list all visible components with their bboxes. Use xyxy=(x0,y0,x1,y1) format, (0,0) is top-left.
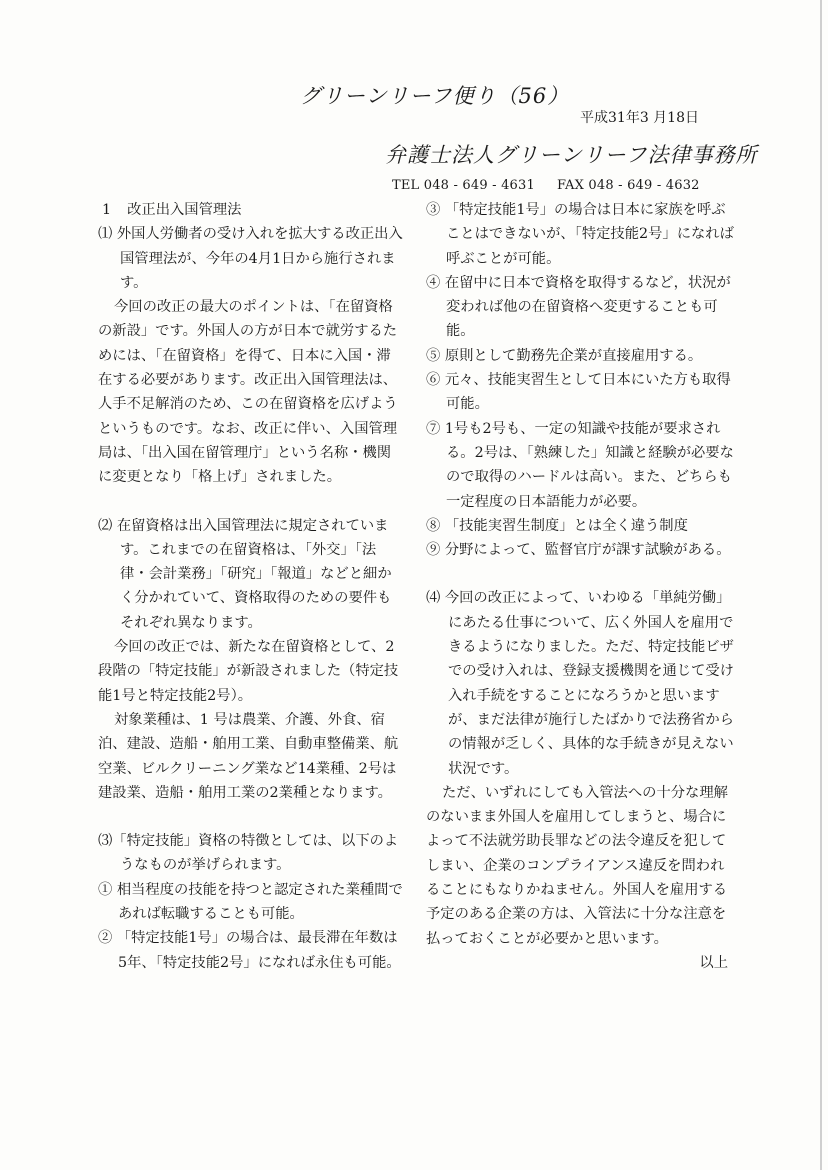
section-title: 改正出入国管理法 xyxy=(127,202,242,218)
feature-item-1: ① 相当程度の技能を持つと認定された業種間であれば転職することも可能。 xyxy=(98,881,403,923)
section-number: 1 xyxy=(102,202,112,218)
newsletter-title: グリーンリーフ便り（56） xyxy=(300,84,570,108)
feature-item-7: ⑦ 1号も2号も、一定の知識や技能が要求される。2号は、「熟練した」知識と経験が必要なので取得のハードルは高い。また、どちらも一定程度の日本語能力が必要。 xyxy=(426,420,734,510)
firm-name: 弁護士法人グリーンリーフ法律事務所 xyxy=(385,143,758,167)
paragraph-5: 対象業種は、1 号は農業、介護、外食、宿泊、建設、造船・舶用工業、自動車整備業、航空業、ビルクリーニング業など14業種、2号は建設業、造船・舶用工業の2業種となります。 xyxy=(98,711,399,801)
scan-edge-line xyxy=(820,0,822,1170)
feature-item-2: ② 「特定技能1号」の場合は、最長滞在年数は5年、「特定技能2号」になれば永住も可能。 xyxy=(98,930,401,971)
left-column xyxy=(98,198,403,975)
paragraph-6: ⑶「特定技能」資格の特徴としては、以下のようなものが挙げられます。 xyxy=(98,833,399,874)
paragraph-1: ⑴ 外国人労働者の受け入れを拡大する改正出入国管理法が、今年の4月1日から施行されます。 xyxy=(98,226,403,291)
section-heading xyxy=(98,198,403,222)
right-column xyxy=(426,198,736,975)
paragraph-2: 今回の改正の最大のポイントは、「在留資格の新設」です。外国人の方が日本で就労するためには、「在留資格」を得て、日本に入国・滞在する必要があります。改正出入国管理法は、人手不足解消のため、この在留資格を広げようというものです。なお、改正に伴い、入国管理局は、「出入国在留管理庁」という名称・機関に変更となり「格上げ」されました。 xyxy=(98,299,398,486)
contact-line xyxy=(392,178,722,193)
feature-item-8: ⑧ 「技能実習生制度」とは全く違う制度 xyxy=(426,517,688,534)
feature-item-5: ⑤ 原則として勤務先企業が直接雇用する。 xyxy=(426,347,703,364)
paragraph-7: ⑷ 今回の改正によって、いわゆる「単純労働」にあたる仕事について、広く外国人を雇用できるようになりました。ただ、特定技能ビザでの受け入れは、登録支援機関を通じて受け入れ手続をすることになろうかと思いますが、まだ法律が施行したばかりで法務省からの情報が乏しく、具体的な手続きが見えない状況です。 xyxy=(426,590,734,777)
fax-number: FAX 048 - 649 - 4632 xyxy=(556,178,700,193)
paragraph-4: 今回の改正では、新たな在留資格として、2段階の「特定技能」が新設されました（特定技能1号と特定技能2号）。 xyxy=(98,639,399,704)
issue-date: 平成31年3 月18日 xyxy=(580,110,699,126)
feature-item-4: ④ 在留中に日本で資格を取得するなど，状況が変われば他の在留資格へ変更することも可能。 xyxy=(426,274,731,340)
feature-item-6: ⑥ 元々、技能実習生として日本にいた方も取得可能。 xyxy=(426,372,731,413)
closing-word: 以上 xyxy=(699,954,728,971)
paragraph-8: ただ、いずれにしても入管法への十分な理解のないまま外国人を雇用してしまうと、場合によって不法就労助長罪などの法令違反を犯してしまい、企業のコンプライアンス違反を問われることにもなりかねません。外国人を雇用する予定のある企業の方は、入管法に十分な注意を払っておくことが必要かと思います。 xyxy=(426,784,728,947)
paragraph-3: ⑵ 在留資格は出入国管理法に規定されています。これまでの在留資格は、「外交」「法律・会計業務」「研究」「報道」などと細かく分かれていて、資格取得のための要件もそれぞれ異なります。 xyxy=(98,517,392,631)
feature-item-3: ③ 「特定技能1号」の場合は日本に家族を呼ぶことはできないが、「特定技能2号」になれば呼ぶことが可能。 xyxy=(426,202,734,267)
feature-item-9: ⑨ 分野によって、監督官庁が課す試験がある。 xyxy=(426,542,731,559)
tel-number: TEL 048 - 649 - 4631 xyxy=(392,178,535,193)
